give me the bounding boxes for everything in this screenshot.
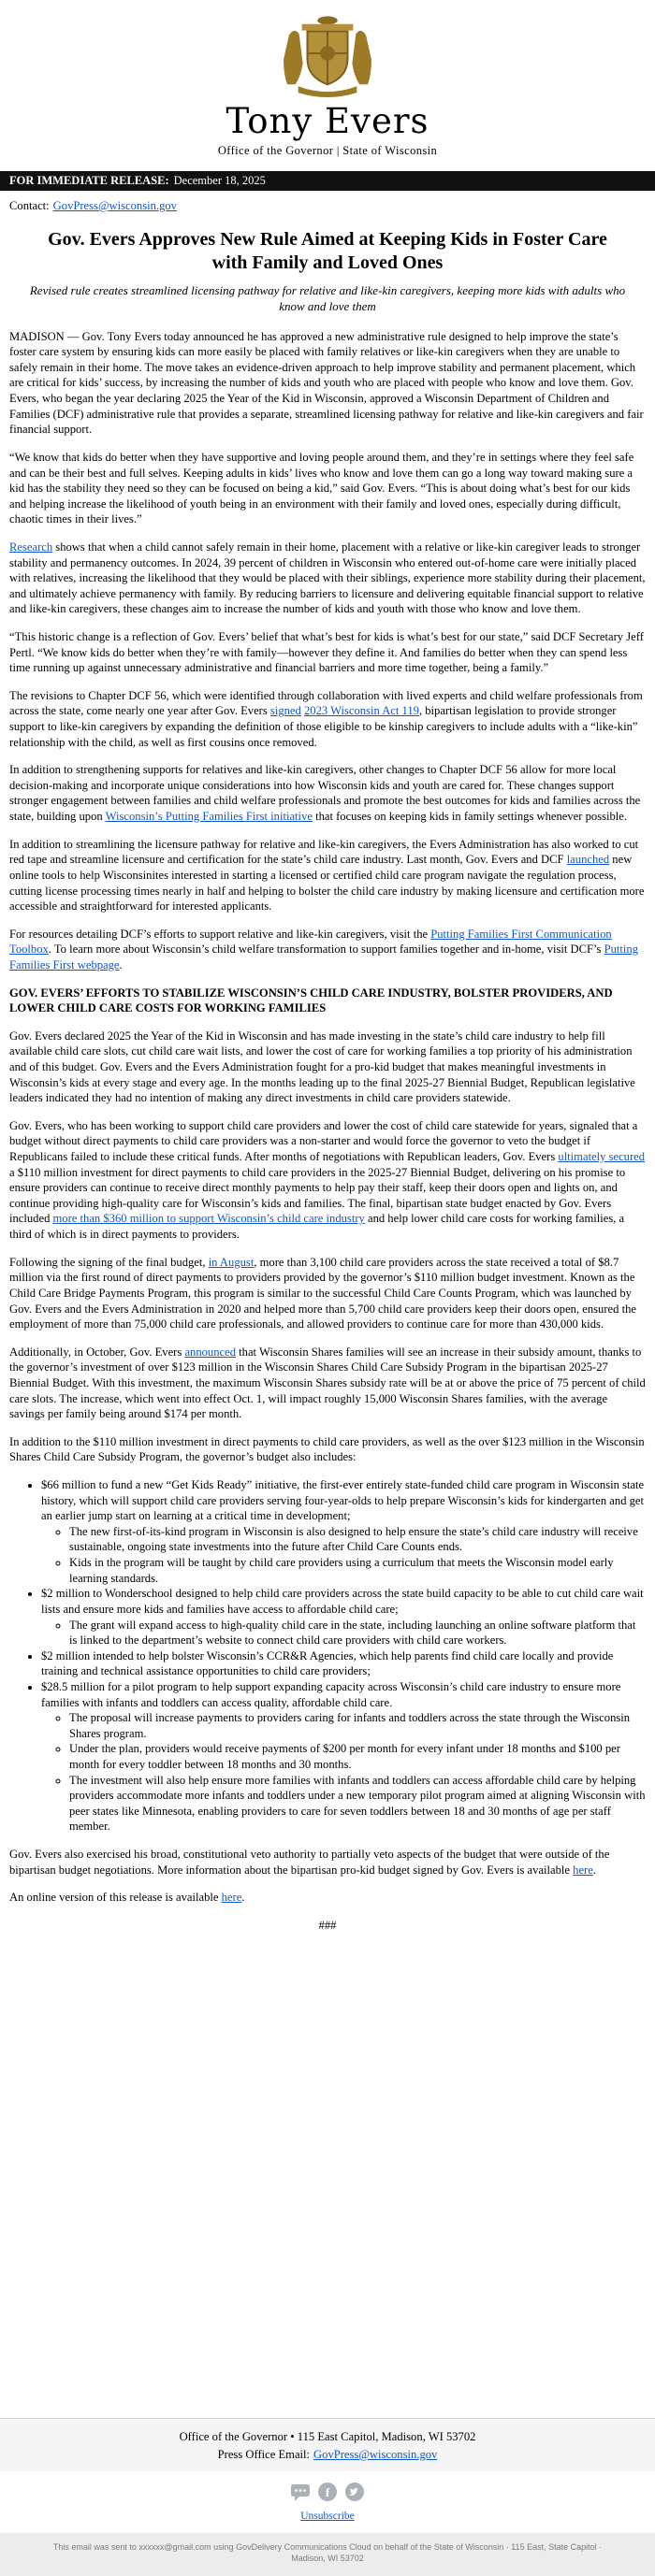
body-paragraph [9, 1118, 646, 1243]
inline-link[interactable]: in August [208, 1255, 255, 1269]
inline-link[interactable]: here [221, 1891, 242, 1905]
text-run: $2 million intended to help bolster Wisconsin’s CCR&R Agencies, which help parents find child care locally and provide training and technical assistance opportunities to child care providers; [41, 1648, 614, 1678]
body-paragraph [9, 1890, 646, 1906]
body-paragraph [9, 1345, 646, 1422]
sub-bullet-list [41, 1618, 646, 1648]
text-run: The grant will expand access to high-quality child care in the state, including launching an online software platform that is linked to the department’s website to connect child care providers with child care workers. [69, 1618, 636, 1648]
text-run: and help lower child care costs for working families, a third of which is in direct payments to providers. [9, 1212, 625, 1242]
sub-bullet-list [41, 1710, 646, 1835]
list-item [69, 1710, 646, 1741]
footer-press-line [9, 2446, 646, 2464]
end-mark [9, 1918, 646, 1934]
text-run: Additionally, in October, Gov. Evers [9, 1345, 185, 1359]
text-run: MADISON — Gov. Tony Evers today announced he has approved a new administrative rule designed to help improve the state’s foster care system by ensuring kids can more easily be placed with family relatives or like-kin caregivers when they are unable to safely remain in their home. The move takes an evidence-driven approach to help improve stability and permanent placement, which are critical for kids’ success, by increasing the number of kids and youth who are placed with people who know and love them. Gov. Evers, who began the year declaring 2025 the Year of the Kid in Wisconsin, approved a Wisconsin Department of Children and Families (DCF) administrative rule that provides a separate, streamlined licensing pathway for relative and like-kin caregivers and fair financial support. [9, 329, 644, 437]
subheadline: Revised rule creates streamlined licensing pathway for relative and like-kin caregivers, keeping more kids with adults who know and love them [29, 282, 626, 313]
text-run: new online tools to help Wisconsinites interested in starting a licensed or certified child care program navigate the regulation process, cutting license processing times nearly in half and helping to bolster the child care industry by making licensure and certification more accessible and straightforward for interested applicants. [9, 853, 645, 914]
inline-link[interactable]: more than $360 million to support Wisconsin’s child care industry [52, 1212, 365, 1226]
body-paragraph [9, 1255, 646, 1332]
text-run: The new first-of-its-kind program in Wisconsin is also designed to help ensure the state’s child care industry will receive sustainable, ongoing state investments into the future after Child Care Counts ends. [69, 1524, 638, 1554]
list-item [69, 1773, 646, 1835]
body-paragraph [9, 540, 646, 617]
inline-link[interactable]: here [573, 1863, 593, 1877]
footer-group [0, 2418, 655, 2576]
list-item [41, 1648, 646, 1679]
list-item [41, 1679, 646, 1835]
press-email-label: Press Office Email: [217, 2447, 311, 2461]
list-item [69, 1524, 646, 1555]
contact-label: Contact: [9, 198, 50, 212]
text-run: ### [318, 1918, 337, 1932]
contact-email-link[interactable]: GovPress@wisconsin.gov [52, 198, 177, 212]
release-label: FOR IMMEDIATE RELEASE: [9, 173, 169, 187]
text-run: , more than 3,100 child care providers across the state received a total of $8.7 million via the first round of direct payments to providers provided by the governor’s $110 million budget investment. Known as the Child Care Bridge Payments Program, this program is similar to the successful Child Care Counts Program, which was launched by Gov. Evers and the Evers Administration in 2020 and helped more than 5,700 child care providers keep their doors open, ensured the employment of more than 75,000 child care professionals, and allowed providers to continue care for more than 430,000 kids. [9, 1255, 636, 1331]
facebook-icon[interactable] [317, 2482, 338, 2502]
body-paragraph [9, 450, 646, 527]
text-run: . To learn more about Wisconsin’s child welfare transformation to support families together and in-home, visit DCF’s [48, 943, 604, 957]
body-paragraph [9, 1434, 646, 1465]
inline-link[interactable]: launched [566, 853, 610, 867]
list-item [69, 1741, 646, 1772]
text-run: Gov. Evers also exercised his broad, constitutional veto authority to partially veto aspects of the budget that were outside of the bipartisan budget negotiations. More information about the bipartisan pro-kid budget signed by Gov. Evers is available [9, 1848, 610, 1877]
release-body [0, 329, 655, 1946]
text-run: The investment will also help ensure more families with infants and toddlers can access affordable child care by helping providers accommodate more infants and toddlers under a new temporary pilot program aimed at aligning Wisconsin with peer states like Minnesota, enabling providers to care for seven toddlers between 18 and 30 months of age per staff member. [69, 1773, 646, 1834]
delivery-disclaimer: This email was sent to xxxxxx@gmail.com using GovDelivery Communications Cloud on behalf of the State of Wisconsin · 115 East, State Capitol · Madison, WI 53702 [0, 2533, 655, 2576]
text-run: Following the signing of the final budget, [9, 1255, 209, 1269]
text-run: shows that when a child cannot safely remain in their home, placement with a relative or like-kin caregiver leads to stronger stability and permanency outcomes. In 2024, 39 percent of children in Wisconsin who entered out-of-home care were initially placed with relatives, increasing the likelihood that they would be placed with their siblings, experience more stability during their placement, and ultimately achieve permanency with family. By reducing barriers to licensure and delivering equitable financial support to relative and like-kin caregivers, these changes aim to increase the number of kids and youth with those who know and love them. [9, 540, 646, 616]
press-email-link[interactable]: GovPress@wisconsin.gov [313, 2447, 438, 2461]
text-run: The revisions to Chapter DCF 56, which were identified through collaboration with lived experts and child welfare professionals from across the state, come nearly one year after Gov. Evers [9, 688, 643, 718]
body-paragraph [9, 837, 646, 914]
unsubscribe-row [0, 2507, 655, 2533]
text-run: Gov. Evers declared 2025 the Year of the Kid in Wisconsin and has made investing in the state’s child care industry to help fill available child care slots, cut child care wait lists, and lower the cost of care for working families a top priority of his administration and of this budget. Gov. Evers and the Evers Administration fought for a pro-kid budget that makes meaningful investments in Wisconsin’s kids at every stage and every age. In the months leading up to the final 2025-27 Biennial Budget, Republican legislative leaders indicated they had no intention of making any direct investments in child care providers statewide. [9, 1029, 635, 1105]
list-item [41, 1586, 646, 1648]
text-run: Kids in the program will be taught by child care providers using a curriculum that meets the Wisconsin model early learning standards. [69, 1556, 614, 1585]
list-item [69, 1555, 646, 1586]
governor-name: Tony Evers [226, 101, 429, 141]
text-run: a $110 million investment for direct payments to child care providers in the 2025-27 Biennial Budget, delivering on his promise to ensure providers can continue to receive direct monthly payments to help pay their staff, keep their doors open and lights on, and continue providing high-quality care for Wisconsin’s kids and families. The final, bipartisan state budget enacted by Gov. Evers included [9, 1165, 626, 1226]
text-run: that Wisconsin Shares families will see an increase in their subsidy amount, thanks to the governor’s investment of over $123 million in the Wisconsin Shares Child Care Subsidy Program in the bipartisan 2025-27 Biennial Budget. With this investment, the maximum Wisconsin Shares subsidy rate will be at or above the price of 75 percent of child care slots. The increase, which went into effect Oct. 1, will impact roughly 15,000 Wisconsin Shares families, with the average savings per family being around $174 per month. [9, 1345, 646, 1421]
masthead-tagline: Office of the Governor | State of Wisconsin [217, 143, 438, 157]
text-run: . [119, 957, 123, 971]
text-run: “This historic change is a reflection of Gov. Evers’ belief that what’s best for kids is what’s best for our state,” said DCF Secretary Jeff Pertl. “We know kids do better when they’re with family—however they define it. And families do better when they can spend less time running up against unnecessary administrative and financial barriers and more time together, being a family.” [9, 629, 644, 675]
text-run: “We know that kids do better when they have supportive and loving people around them, and they’re in settings where they feel safe and can be their best and full selves. Keeping adults in kids’ lives who know and love them can go a long way toward making sure a kid has the stability they need so they can be focused on being a kid,” said Gov. Evers. “This is about doing what’s best for our kids and helping increase the likelihood of youth being in an environment with their family and loved ones, especially during difficult, chaotic times in their lives.” [9, 450, 634, 526]
wisconsin-coat-of-arms-icon [272, 13, 383, 97]
text-run: GOV. EVERS’ EFFORTS TO STABILIZE WISCONSIN’S CHILD CARE INDUSTRY, BOLSTER PROVIDERS, AND LOWER CHILD CARE COSTS FOR WORKING FAMILIES [9, 986, 613, 1015]
sub-bullet-list [41, 1524, 646, 1586]
text-run: $66 million to fund a new “Get Kids Ready” initiative, the first-ever entirely state-funded child care program in Wisconsin state history, which will support child care providers serving four-year-olds to help prepare Wisconsin’s kids for kindergarten and get an earlier jump start on learning at a critical time in development; [41, 1478, 645, 1523]
text-run: . [592, 1863, 596, 1877]
masthead [0, 0, 655, 162]
text-run: that focuses on keeping kids in family settings whenever possible. [312, 810, 628, 824]
inline-link[interactable]: signed [269, 704, 301, 718]
inline-link[interactable]: 2023 Wisconsin Act 119 [303, 704, 419, 718]
release-bar [0, 171, 655, 191]
share-icons-row [0, 2471, 655, 2507]
footer [0, 2418, 655, 2471]
text-run: $2 million to Wonderschool designed to help child care providers across the state build capacity to be able to cut child care wait lists and ensure more kids and families have access to affordable child care; [41, 1587, 644, 1616]
text-run: Gov. Evers, who has been working to support child care providers and lower the cost of child care statewide for years, signaled that a budget without direct payments to child care providers was a non-starter and would force the governor to veto the budget if Republicans failed to include these critical funds. After months of negotiations with Republican leaders, Gov. Evers [9, 1118, 638, 1164]
inline-link[interactable]: ultimately secured [558, 1150, 646, 1164]
body-paragraph [9, 1029, 646, 1106]
text-run: $28.5 million for a pilot program to help support expanding capacity across Wisconsin’s child care industry to ensure more families with infants and toddlers can access quality, affordable child care. [41, 1679, 621, 1709]
inline-link[interactable]: Research [9, 540, 53, 554]
body-paragraph [9, 927, 646, 973]
bullet-list [9, 1477, 646, 1835]
svg-text:f: f [325, 2484, 330, 2499]
inline-link[interactable]: Wisconsin’s Putting Families First initiative [105, 810, 313, 824]
release-date: December 18, 2025 [173, 173, 266, 187]
text-run: , bipartisan legislation to provide stronger support to like-kin caregivers by expanding the definition of those eligible to be kinship caregivers to include adults with a “like-kin” relationship with the child, as well as first cousins once removed. [9, 704, 638, 749]
list-item [41, 1477, 646, 1586]
body-paragraph [9, 329, 646, 438]
text-run: In addition to streamlining the licensure pathway for relative and like-kin caregivers, the Evers Administration has also worked to cut red tape and streamline licensure and certification for the state’s child care industry. Last month, Gov. Evers and DCF [9, 837, 639, 867]
text-run: The proposal will increase payments to providers caring for infants and toddlers across the state through the Wisconsin Shares program. [69, 1711, 631, 1740]
text-run: Under the plan, providers would receive payments of $200 per month for every infant under 18 months and $100 per month for every toddler between 18 months and 30 months. [69, 1742, 620, 1771]
section-heading [9, 986, 646, 1016]
twitter-icon[interactable] [344, 2482, 365, 2502]
body-paragraph [9, 1847, 646, 1878]
body-paragraph [9, 688, 646, 750]
body-paragraph [9, 762, 646, 824]
text-run: An online version of this release is available [9, 1891, 222, 1905]
inline-link[interactable]: Putting Families First webpage [9, 943, 638, 971]
body-paragraph [9, 629, 646, 676]
list-item [69, 1618, 646, 1648]
footer-address: Office of the Governor • 115 East Capitol, Madison, WI 53702 [179, 2430, 476, 2444]
inline-link[interactable]: Putting Families First Communication Toolbox [9, 927, 612, 957]
share-icon[interactable] [290, 2482, 311, 2502]
unsubscribe-link[interactable]: Unsubscribe [300, 2510, 355, 2522]
text-run: For resources detailing DCF’s efforts to support relative and like-kin caregivers, visit the [9, 927, 431, 941]
contact-line [0, 191, 655, 213]
headline: Gov. Evers Approves New Rule Aimed at Keeping Kids in Foster Care with Family and Loved Ones [48, 228, 607, 273]
text-run: In addition to the $110 million investment in direct payments to child care providers, as well as the over $123 million in the Wisconsin Shares Child Care Subsidy Program, the governor’s budget also includes: [9, 1434, 645, 1464]
text-run: In addition to strengthening supports for relatives and like-kin caregivers, other changes to Chapter DCF 56 allow for more local decision-making and incorporate unique considerations into how Wisconsin kids and youth are cared for. These changes support stronger engagement between families and child welfare professionals and promote the best outcomes for kids and families across the state, building upon [9, 763, 641, 824]
text-run: . [241, 1891, 245, 1905]
inline-link[interactable]: announced [184, 1345, 236, 1359]
